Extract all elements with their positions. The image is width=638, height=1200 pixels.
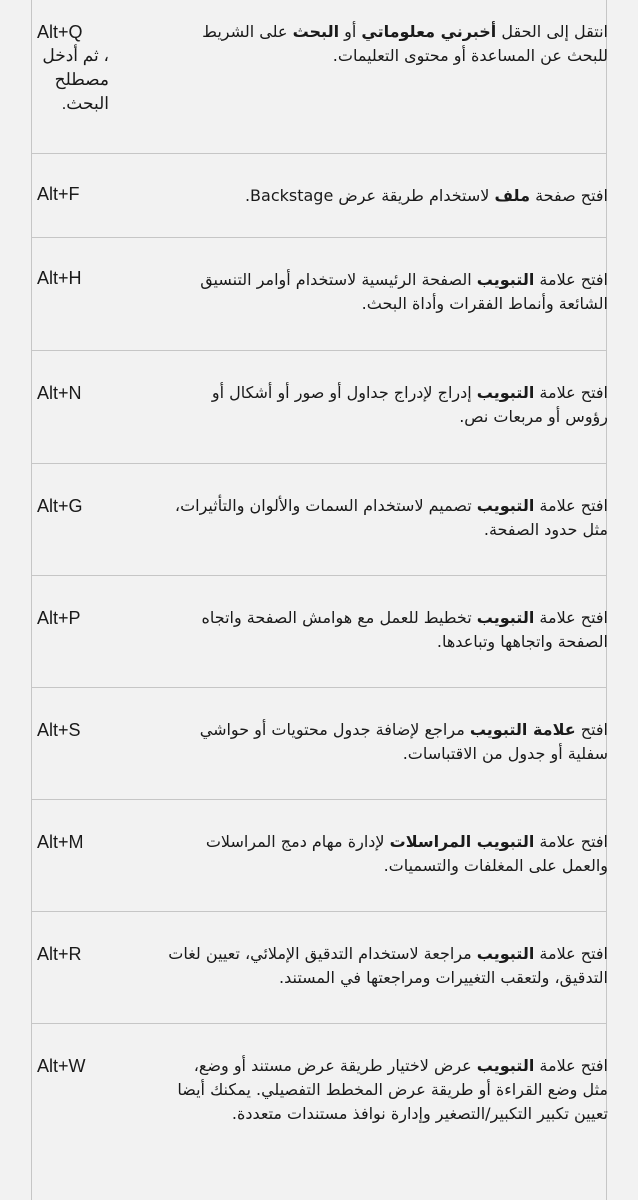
table-row (31, 576, 607, 688)
description-text-run: تخطيط للعمل مع هوامش الصفحة واتجاه الصفحة واتجاهها وتباعدها. (201, 608, 608, 651)
shortcut-description (168, 494, 608, 542)
description-text-run: أو (339, 22, 362, 41)
description-text-run: الصفحة الرئيسية لاستخدام أوامر التنسيق الشائعة وأنماط الفقرات وأداة البحث. (200, 270, 608, 313)
table-row (31, 0, 607, 154)
shortcut-description (168, 268, 608, 316)
description-text-run: افتح صفحة (529, 186, 608, 205)
description-bold-run: التبويب المراسلات (389, 832, 535, 851)
shortcut-description (168, 1054, 608, 1126)
description-text-run: إدراج لإدراج جداول أو صور أو أشكال أو رؤوس أو مربعات نص. (211, 383, 608, 426)
description-bold-run: التبويب (476, 608, 535, 627)
description-text-run: انتقل إلى الحقل (496, 22, 608, 41)
shortcut-key: Alt+N (37, 383, 82, 403)
table-row (31, 912, 607, 1024)
shortcut-key: Alt+G (37, 496, 83, 516)
description-text-run: افتح علامة (534, 944, 608, 963)
description-text-run: افتح علامة (534, 1056, 608, 1075)
description-text-run: مراجعة لاستخدام التدقيق الإملائي، تعيين لغات التدقيق، ولتعقب التغييرات ومراجعتها في المستند. (168, 944, 608, 987)
description-bold-run: ملف (494, 186, 530, 205)
shortcut-description (168, 942, 608, 990)
description-text-run: افتح علامة (534, 608, 608, 627)
shortcut-key-note: ، ثم أدخل مصطلح البحث. (42, 46, 109, 113)
description-text-run: لاستخدام طريقة عرض Backstage. (244, 186, 495, 205)
table-row (31, 464, 607, 576)
description-bold-run: أخبرني معلوماتي (361, 22, 497, 41)
shortcut-key: Alt+S (37, 720, 81, 740)
shortcut-key: Alt+F (37, 184, 80, 204)
shortcut-key: Alt+M (37, 832, 84, 852)
shortcut-description (168, 606, 608, 654)
description-text-run: افتح علامة (534, 496, 608, 515)
table-row (31, 800, 607, 912)
table-row (31, 1024, 607, 1200)
shortcut-key: Alt+R (37, 944, 82, 964)
description-text-run: مراجع لإضافة جدول محتويات أو حواشي سفلية أو جدول من الاقتباسات. (199, 720, 608, 763)
description-bold-run: التبويب (476, 383, 535, 402)
description-text-run: افتح علامة (534, 383, 608, 402)
description-text-run: لإدارة مهام دمج المراسلات والعمل على المغلفات والتسميات. (205, 832, 608, 875)
description-text-run: افتح علامة (534, 832, 608, 851)
shortcut-description (168, 381, 608, 429)
shortcut-key: Alt+Q (37, 22, 83, 42)
description-bold-run: البحث (292, 22, 340, 41)
shortcut-description (168, 20, 608, 68)
shortcut-key-cell (31, 20, 143, 116)
table-row (31, 351, 607, 464)
shortcut-description (168, 830, 608, 878)
table-row (31, 238, 607, 351)
table-row (31, 688, 607, 800)
shortcut-description (168, 184, 608, 208)
description-bold-run: التبويب (476, 1056, 535, 1075)
description-text-run: على الشريط للبحث عن المساعدة أو محتوى التعليمات. (202, 22, 608, 65)
description-bold-run: التبويب (476, 270, 535, 289)
description-text-run: افتح (575, 720, 608, 739)
description-text-run: عرض لاختيار طريقة عرض مستند أو وضع، مثل وضع القراءة أو طريقة عرض المخطط التفصيلي. يمكنك أيضا تعيين تكبير التكبير/التصغير وإدارة نوافذ مستندات متعددة. (177, 1056, 608, 1123)
description-bold-run: التبويب (476, 496, 535, 515)
description-bold-run: التبويب (476, 944, 535, 963)
description-bold-run: علامة التبويب (469, 720, 576, 739)
table-row (31, 154, 607, 238)
description-text-run: افتح علامة (534, 270, 608, 289)
shortcut-key: Alt+P (37, 608, 81, 628)
shortcut-description (168, 718, 608, 766)
shortcut-key: Alt+W (37, 1056, 86, 1076)
description-text-run: تصميم لاستخدام السمات والألوان والتأثيرات، مثل حدود الصفحة. (174, 496, 608, 539)
shortcut-key: Alt+H (37, 268, 82, 288)
